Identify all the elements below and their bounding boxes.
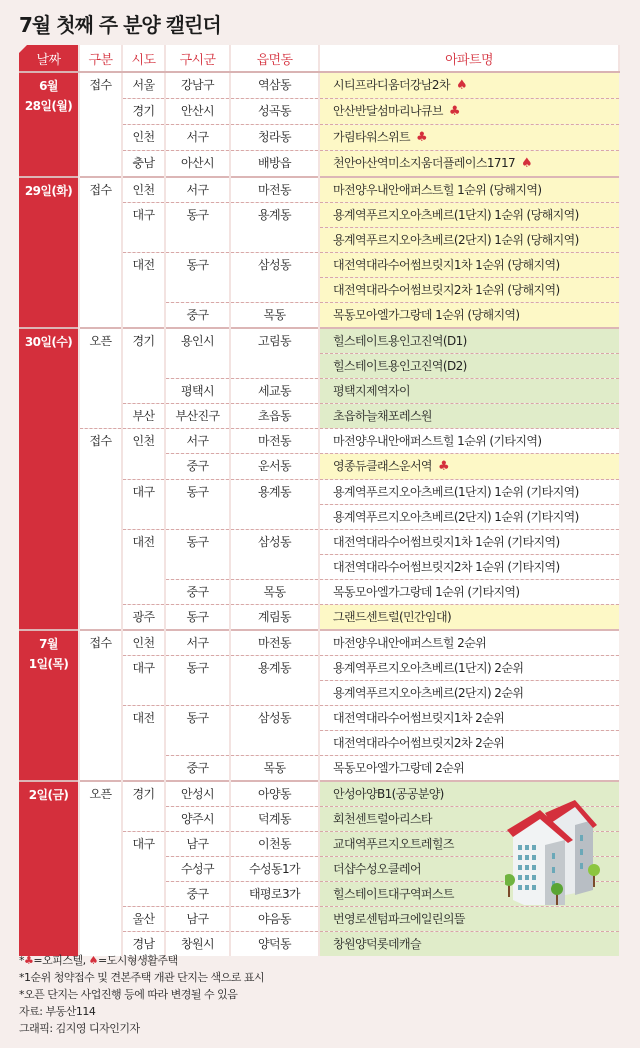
spade-icon: ♠ <box>88 954 98 967</box>
apartment-name: 마전양우내안애퍼스트힐 2순위 <box>333 636 487 650</box>
date-cell: 6월 28일(월) <box>19 72 79 177</box>
gu-cell: 서구 <box>165 429 230 454</box>
dong-cell: 배방읍 <box>230 151 319 178</box>
apartment-cell <box>319 630 619 656</box>
apartment-name: 목동모아엘가그랑데 1순위 (당해지역) <box>333 308 520 322</box>
apartment-name: 시티프라디움더강남2차 <box>333 78 450 92</box>
gu-cell: 동구 <box>165 530 230 580</box>
apartment-name: 용계역푸르지오아츠베르(1단지) 2순위 <box>333 661 524 675</box>
table-row <box>19 328 619 354</box>
gu-cell: 부산진구 <box>165 404 230 429</box>
apartment-cell <box>319 555 619 580</box>
gu-cell: 중구 <box>165 882 230 907</box>
dong-cell: 초읍동 <box>230 404 319 429</box>
apartment-cell <box>319 907 619 932</box>
sido-cell: 대전 <box>122 706 165 782</box>
gu-cell: 서구 <box>165 177 230 203</box>
dong-cell: 마전동 <box>230 429 319 454</box>
sido-cell: 울산 <box>122 907 165 932</box>
apartment-name: 용계역푸르지오아츠베르(1단지) 1순위 (당해지역) <box>333 208 579 222</box>
apartment-name: 영종듀클래스운서역 <box>333 459 432 473</box>
apartment-name: 회천센트럴아리스타 <box>333 812 432 826</box>
apartment-cell <box>319 454 619 480</box>
apartment-name: 더샵수성오클레어 <box>333 862 421 876</box>
dong-cell: 이천동 <box>230 832 319 857</box>
apartment-name: 대전역대라수어썸브릿지1차 1순위 (당해지역) <box>333 258 560 272</box>
sido-cell: 경기 <box>122 99 165 125</box>
header-date: 날짜 <box>19 45 79 72</box>
gu-cell: 동구 <box>165 203 230 253</box>
dong-cell: 덕계동 <box>230 807 319 832</box>
date-cell: 30일(수) <box>19 328 79 630</box>
gu-cell: 평택시 <box>165 379 230 404</box>
gu-cell: 동구 <box>165 480 230 530</box>
table-row <box>19 429 619 454</box>
sido-cell: 대구 <box>122 480 165 530</box>
dong-cell: 목동 <box>230 756 319 782</box>
apartment-cell <box>319 706 619 731</box>
dong-cell: 역삼동 <box>230 72 319 99</box>
club-icon: ♣ <box>24 954 34 967</box>
dong-cell: 아양동 <box>230 781 319 807</box>
gu-cell: 수성구 <box>165 857 230 882</box>
apartment-name: 용계역푸르지오아츠베르(2단지) 2순위 <box>333 686 524 700</box>
gu-cell: 동구 <box>165 656 230 706</box>
dong-cell: 용계동 <box>230 656 319 706</box>
dong-cell: 삼성동 <box>230 706 319 756</box>
sido-cell: 경기 <box>122 781 165 832</box>
apartment-name: 교대역푸르지오트레힐즈 <box>333 837 454 851</box>
gu-cell: 중구 <box>165 454 230 480</box>
apartment-cell <box>319 656 619 681</box>
apartment-name: 대전역대라수어썸브릿지2차 1순위 (기타지역) <box>333 560 560 574</box>
spade-icon: ♠ <box>521 156 533 171</box>
type-cell: 오픈 <box>79 328 122 429</box>
gu-cell: 남구 <box>165 832 230 857</box>
sido-cell: 대구 <box>122 203 165 253</box>
dong-cell: 용계동 <box>230 480 319 530</box>
dong-cell: 야음동 <box>230 907 319 932</box>
gu-cell: 동구 <box>165 605 230 631</box>
apartment-cell <box>319 932 619 957</box>
apartment-cell <box>319 605 619 631</box>
apartment-name: 힐스테이트대구역퍼스트 <box>333 887 454 901</box>
apartment-cell <box>319 328 619 354</box>
apartment-name: 안성아양B1(공공분양) <box>333 787 444 801</box>
dong-cell: 삼성동 <box>230 530 319 580</box>
type-cell: 접수 <box>79 429 122 631</box>
gu-cell: 중구 <box>165 580 230 605</box>
dong-cell: 계림동 <box>230 605 319 631</box>
apartment-cell <box>319 731 619 756</box>
apartment-cell <box>319 354 619 379</box>
type-cell: 접수 <box>79 630 122 781</box>
table-row <box>19 630 619 656</box>
type-cell: 접수 <box>79 72 122 177</box>
sido-cell: 인천 <box>122 125 165 151</box>
dong-cell: 수성동1가 <box>230 857 319 882</box>
apartment-name: 대전역대라수어썸브릿지1차 1순위 (기타지역) <box>333 535 560 549</box>
dong-cell: 양덕동 <box>230 932 319 957</box>
apartment-cell <box>319 151 619 178</box>
sido-cell: 광주 <box>122 605 165 631</box>
dong-cell: 목동 <box>230 580 319 605</box>
apartment-cell <box>319 580 619 605</box>
sido-cell: 경남 <box>122 932 165 957</box>
sido-cell: 경기 <box>122 328 165 404</box>
note-color: *1순위 청약접수 및 견본주택 개관 단지는 색으로 표시 <box>19 971 265 984</box>
header-type: 구분 <box>79 45 122 72</box>
sido-cell: 대전 <box>122 530 165 605</box>
header-gu: 구시군 <box>165 45 230 72</box>
table-row <box>19 72 619 99</box>
header-apartment: 아파트명 <box>319 45 619 72</box>
spade-icon: ♠ <box>455 78 468 93</box>
apartment-cell <box>319 681 619 706</box>
apartment-name: 힐스테이트용인고진역(D1) <box>333 334 467 348</box>
apartment-building-illustration <box>505 795 605 905</box>
sido-cell: 인천 <box>122 630 165 656</box>
sido-cell: 충남 <box>122 151 165 178</box>
gu-cell: 강남구 <box>165 72 230 99</box>
apartment-name: 안산반달섬마리나큐브 <box>333 104 443 118</box>
gu-cell: 창원시 <box>165 932 230 957</box>
apartment-cell <box>319 379 619 404</box>
apartment-cell <box>319 99 619 125</box>
apartment-name: 번영로센텀파크에일린의뜰 <box>333 912 465 926</box>
gu-cell: 안성시 <box>165 781 230 807</box>
gu-cell: 서구 <box>165 125 230 151</box>
type-cell: 오픈 <box>79 781 122 956</box>
apartment-name: 창원양덕롯데캐슬 <box>333 937 421 951</box>
apartment-name: 용계역푸르지오아츠베르(2단지) 1순위 (당해지역) <box>333 233 579 247</box>
apartment-name: 평택지제역자이 <box>333 384 410 398</box>
date-cell: 29일(화) <box>19 177 79 328</box>
gu-cell: 안산시 <box>165 99 230 125</box>
apartment-cell <box>319 177 619 203</box>
apartment-cell <box>319 530 619 555</box>
apartment-name: 마전양우내안애퍼스트힐 1순위 (기타지역) <box>333 434 542 448</box>
apartment-name: 마전양우내안애퍼스트힐 1순위 (당해지역) <box>333 183 542 197</box>
apartment-cell <box>319 278 619 303</box>
gu-cell: 서구 <box>165 630 230 656</box>
header-dong: 읍면동 <box>230 45 319 72</box>
apartment-cell <box>319 429 619 454</box>
apartment-cell <box>319 72 619 99</box>
sido-cell: 대구 <box>122 832 165 907</box>
dong-cell: 세교동 <box>230 379 319 404</box>
apartment-cell <box>319 253 619 278</box>
apartment-name: 그랜드센트럴(민간임대) <box>333 610 452 624</box>
sido-cell: 인천 <box>122 429 165 480</box>
apartment-name: 용계역푸르지오아츠베르(2단지) 1순위 (기타지역) <box>333 510 579 524</box>
page-title: 7월 첫째 주 분양 캘린더 <box>19 13 221 37</box>
apartment-cell <box>319 125 619 151</box>
club-icon: ♣ <box>415 130 428 145</box>
table-row <box>19 177 619 203</box>
club-icon: ♣ <box>448 104 460 119</box>
club-icon: ♣ <box>437 459 449 474</box>
gu-cell: 동구 <box>165 706 230 756</box>
dong-cell: 고림동 <box>230 328 319 379</box>
sido-cell: 서울 <box>122 72 165 99</box>
type-cell: 접수 <box>79 177 122 328</box>
gu-cell: 양주시 <box>165 807 230 832</box>
apartment-name: 목동모아엘가그랑데 2순위 <box>333 761 465 775</box>
spade-legend-label: =도시형생활주택 <box>97 954 178 967</box>
dong-cell: 성곡동 <box>230 99 319 125</box>
apartment-name: 초읍하늘채포레스원 <box>333 409 432 423</box>
apartment-name: 대전역대라수어썸브릿지2차 1순위 (당해지역) <box>333 283 560 297</box>
note-open: *오픈 단지는 사업진행 등에 따라 변경될 수 있음 <box>19 988 238 1001</box>
sido-cell: 대전 <box>122 253 165 329</box>
sido-cell: 인천 <box>122 177 165 203</box>
apartment-name: 대전역대라수어썸브릿지2차 2순위 <box>333 736 505 750</box>
asterisk: * <box>19 954 24 967</box>
apartment-name: 목동모아엘가그랑데 1순위 (기타지역) <box>333 585 520 599</box>
footnotes <box>19 952 264 1037</box>
dong-cell: 삼성동 <box>230 253 319 303</box>
apartment-cell <box>319 203 619 228</box>
gu-cell: 남구 <box>165 907 230 932</box>
club-legend-label: =오피스텔, <box>33 954 86 967</box>
apartment-cell <box>319 404 619 429</box>
date-cell: 2일(금) <box>19 781 79 956</box>
gu-cell: 중구 <box>165 756 230 782</box>
apartment-cell <box>319 303 619 329</box>
legend-line <box>19 952 264 969</box>
dong-cell: 운서동 <box>230 454 319 480</box>
apartment-name: 천안아산역미소지움더플레이스1717 <box>333 156 516 170</box>
date-cell: 7월 1일(목) <box>19 630 79 781</box>
dong-cell: 청라동 <box>230 125 319 151</box>
apartment-name: 가림타워스위트 <box>333 130 410 144</box>
header-sido: 시도 <box>122 45 165 72</box>
dong-cell: 목동 <box>230 303 319 329</box>
dong-cell: 마전동 <box>230 177 319 203</box>
apartment-name: 용계역푸르지오아츠베르(1단지) 1순위 (기타지역) <box>333 485 579 499</box>
dong-cell: 용계동 <box>230 203 319 253</box>
sido-cell: 부산 <box>122 404 165 429</box>
source: 자료: 부동산114 <box>19 1005 96 1018</box>
apartment-cell <box>319 505 619 530</box>
dong-cell: 태평로3가 <box>230 882 319 907</box>
apartment-name: 대전역대라수어썸브릿지1차 2순위 <box>333 711 505 725</box>
apartment-cell <box>319 480 619 505</box>
apartment-cell <box>319 228 619 253</box>
credit: 그래픽: 김지영 디자인기자 <box>19 1022 140 1035</box>
dong-cell: 마전동 <box>230 630 319 656</box>
gu-cell: 중구 <box>165 303 230 329</box>
gu-cell: 용인시 <box>165 328 230 379</box>
apartment-cell <box>319 756 619 782</box>
apartment-name: 힐스테이트용인고진역(D2) <box>333 359 467 373</box>
sido-cell: 대구 <box>122 656 165 706</box>
table-header <box>19 45 619 72</box>
gu-cell: 동구 <box>165 253 230 303</box>
gu-cell: 아산시 <box>165 151 230 178</box>
